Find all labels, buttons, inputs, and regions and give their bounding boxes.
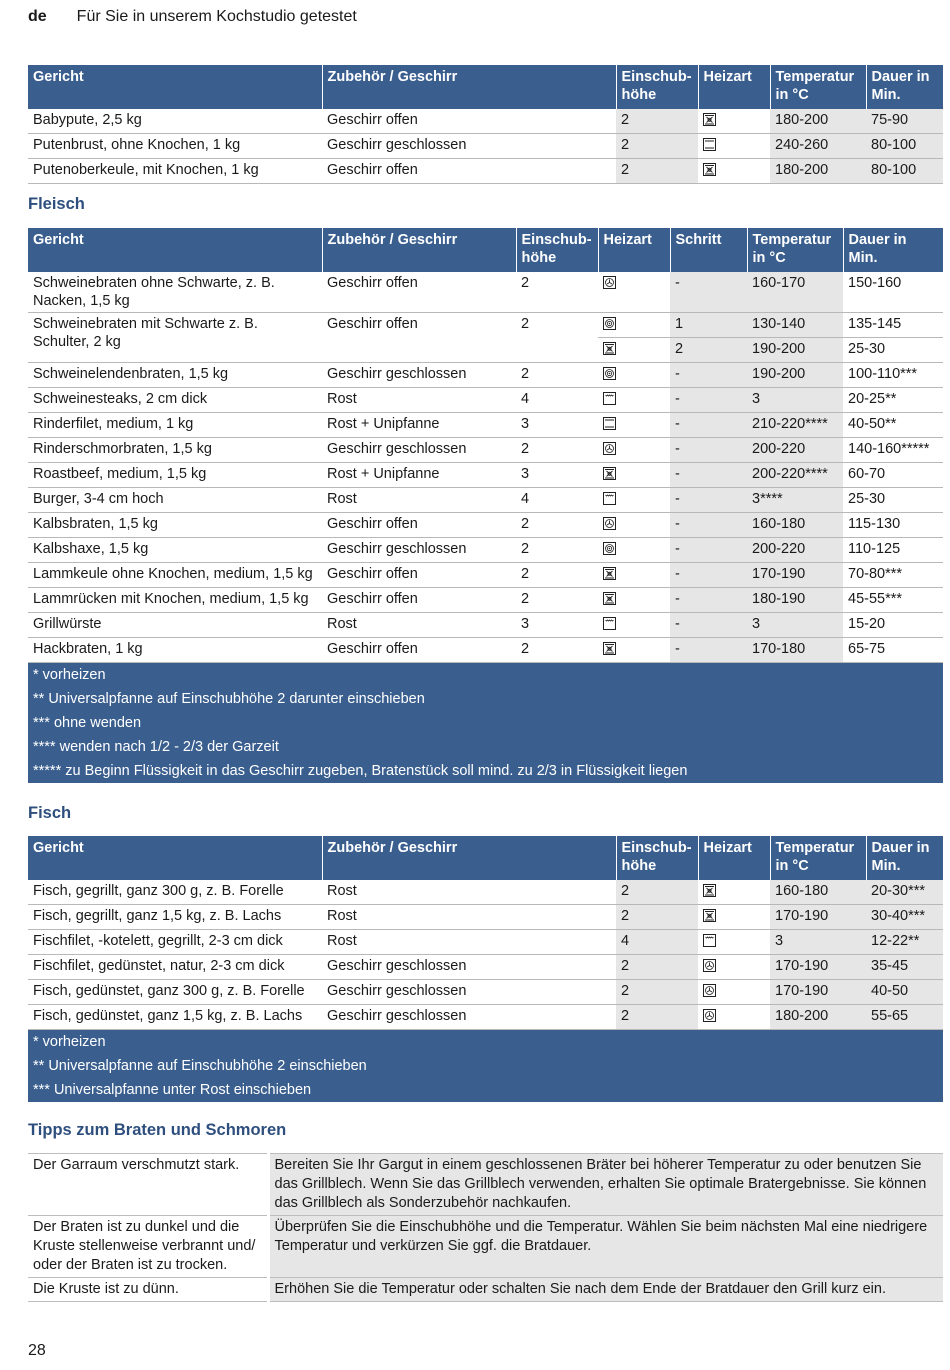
dish-cell: Lammrücken mit Knochen, medium, 1,5 kg: [28, 588, 322, 613]
table-row: [28, 880, 943, 905]
temperature-cell: 170-190: [770, 955, 866, 980]
duration-cell: 40-50**: [843, 413, 943, 438]
shelf-level-cell: 2: [516, 438, 598, 463]
duration-cell: 140-160*****: [843, 438, 943, 463]
grill-large-icon: [703, 934, 716, 947]
accessory-cell: Geschirr offen: [322, 563, 516, 588]
table-row: [28, 488, 943, 513]
accessory-cell: Geschirr offen: [322, 513, 516, 538]
grill-large-icon: [603, 617, 616, 630]
column-header: Temperatur in °C: [770, 65, 866, 109]
heating-mode-cell: [698, 955, 770, 980]
table-row: [28, 109, 943, 134]
step-cell: -: [670, 588, 747, 613]
duration-cell: 55-65: [866, 1005, 943, 1030]
column-header: Heizart: [598, 228, 670, 272]
footnote: ** Universalpfanne auf Einschubhöhe 2 einschieben: [28, 1054, 943, 1078]
dish-cell: Burger, 3-4 cm hoch: [28, 488, 322, 513]
shelf-level-cell: 2: [516, 313, 598, 363]
heating-mode-cell: [698, 159, 770, 184]
heating-mode-cell: [598, 438, 670, 463]
heating-mode-cell: [598, 388, 670, 413]
heating-mode-cell: [598, 363, 670, 388]
table-row: [28, 613, 943, 638]
accessory-cell: Geschirr geschlossen: [322, 438, 516, 463]
shelf-level-cell: 4: [616, 930, 698, 955]
circulating-air-grill-icon: [703, 163, 716, 176]
shelf-level-cell: 4: [516, 488, 598, 513]
shelf-level-cell: 2: [616, 159, 698, 184]
table-row: [28, 363, 943, 388]
step-cell: -: [670, 563, 747, 588]
hot-air-icon: [603, 517, 616, 530]
temperature-cell: 170-190: [747, 563, 843, 588]
temperature-cell: 3: [747, 388, 843, 413]
dish-cell: Kalbsbraten, 1,5 kg: [28, 513, 322, 538]
shelf-level-cell: 2: [516, 563, 598, 588]
section-title-tips: Tipps zum Braten und Schmoren: [28, 1121, 287, 1139]
accessory-cell: Rost: [322, 880, 616, 905]
duration-cell: 12-22**: [866, 930, 943, 955]
temperature-cell: 3: [747, 613, 843, 638]
step-cell: -: [670, 638, 747, 663]
heating-mode-cell: [698, 134, 770, 159]
temperature-cell: 210-220****: [747, 413, 843, 438]
heating-mode-cell: [698, 905, 770, 930]
temperature-cell: 160-170: [747, 272, 843, 313]
temperature-cell: 170-180: [747, 638, 843, 663]
tip-row: [28, 1216, 943, 1278]
temperature-cell: 160-180: [747, 513, 843, 538]
accessory-cell: Geschirr offen: [322, 638, 516, 663]
footnote: *** Universalpfanne unter Rost einschieben: [28, 1078, 943, 1102]
heating-mode-cell: [598, 513, 670, 538]
dish-cell: Babypute, 2,5 kg: [28, 109, 322, 134]
shelf-level-cell: 2: [616, 980, 698, 1005]
duration-cell: 70-80***: [843, 563, 943, 588]
tip-problem: Der Braten ist zu dunkel und die Kruste stellenweise verbrannt und/ oder der Braten ist zu trocken.: [28, 1216, 268, 1278]
step-cell: -: [670, 438, 747, 463]
dish-cell: Roastbeef, medium, 1,5 kg: [28, 463, 322, 488]
dish-cell: Grillwürste: [28, 613, 322, 638]
tips-table: [28, 1153, 943, 1302]
column-header: Einschub-höhe: [616, 65, 698, 109]
accessory-cell: Rost: [322, 905, 616, 930]
top-bottom-heat-icon: [603, 417, 616, 430]
temperature-cell: 200-220****: [747, 463, 843, 488]
table-row: [28, 159, 943, 184]
page-header: [28, 8, 357, 26]
duration-cell: 20-30***: [866, 880, 943, 905]
table-row: [28, 388, 943, 413]
temperature-cell: 190-200: [747, 338, 843, 363]
column-header: Dauer in Min.: [843, 228, 943, 272]
circulating-air-grill-icon: [703, 113, 716, 126]
accessory-cell: Geschirr geschlossen: [322, 1005, 616, 1030]
poultry-table: [28, 65, 943, 184]
column-header: Einschub-höhe: [616, 836, 698, 880]
table-row: [28, 463, 943, 488]
duration-cell: 40-50: [866, 980, 943, 1005]
step-cell: 2: [670, 338, 747, 363]
dish-cell: Fisch, gedünstet, ganz 1,5 kg, z. B. Lachs: [28, 1005, 322, 1030]
tip-problem: Die Kruste ist zu dünn.: [28, 1278, 268, 1302]
heating-mode-cell: [698, 109, 770, 134]
table-row: [28, 905, 943, 930]
accessory-cell: Rost: [322, 388, 516, 413]
duration-cell: 100-110***: [843, 363, 943, 388]
table-row: [28, 134, 943, 159]
accessory-cell: Geschirr offen: [322, 159, 616, 184]
column-header: Dauer in Min.: [866, 836, 943, 880]
shelf-level-cell: 2: [616, 1005, 698, 1030]
step-cell: -: [670, 488, 747, 513]
temperature-cell: 160-180: [770, 880, 866, 905]
hot-air-icon: [703, 1009, 716, 1022]
column-header: Gericht: [28, 228, 322, 272]
shelf-level-cell: 3: [516, 463, 598, 488]
heating-mode-cell: [598, 588, 670, 613]
dish-cell: Rinderschmorbraten, 1,5 kg: [28, 438, 322, 463]
duration-cell: 80-100: [866, 159, 943, 184]
column-header: Schritt: [670, 228, 747, 272]
accessory-cell: Geschirr geschlossen: [322, 363, 516, 388]
duration-cell: 80-100: [866, 134, 943, 159]
shelf-level-cell: 2: [516, 588, 598, 613]
duration-cell: 115-130: [843, 513, 943, 538]
duration-cell: 60-70: [843, 463, 943, 488]
column-header: Zubehör / Geschirr: [322, 65, 616, 109]
table-row: [28, 538, 943, 563]
temperature-cell: 180-190: [747, 588, 843, 613]
accessory-cell: Geschirr geschlossen: [322, 538, 516, 563]
duration-cell: 25-30: [843, 338, 943, 363]
footnote: * vorheizen: [28, 1030, 943, 1055]
temperature-cell: 130-140: [747, 313, 843, 338]
dish-cell: Fisch, gedünstet, ganz 300 g, z. B. Forelle: [28, 980, 322, 1005]
duration-cell: 15-20: [843, 613, 943, 638]
temperature-cell: 170-190: [770, 905, 866, 930]
heating-mode-cell: [598, 488, 670, 513]
temperature-cell: 200-220: [747, 538, 843, 563]
table-row: [28, 955, 943, 980]
footnote: ** Universalpfanne auf Einschubhöhe 2 darunter einschieben: [28, 687, 943, 711]
shelf-level-cell: 2: [516, 272, 598, 313]
accessory-cell: Geschirr offen: [322, 272, 516, 313]
temperature-cell: 200-220: [747, 438, 843, 463]
dish-cell: Kalbshaxe, 1,5 kg: [28, 538, 322, 563]
column-header: Gericht: [28, 65, 322, 109]
column-header: Temperatur in °C: [747, 228, 843, 272]
circulating-air-grill-icon: [603, 342, 616, 355]
temperature-cell: 190-200: [747, 363, 843, 388]
tip-row: [28, 1278, 943, 1302]
duration-cell: 75-90: [866, 109, 943, 134]
temperature-cell: 3: [770, 930, 866, 955]
table-row: [28, 413, 943, 438]
heating-mode-cell: [598, 463, 670, 488]
column-header: Temperatur in °C: [770, 836, 866, 880]
dish-cell: Fischfilet, -kotelett, gegrillt, 2-3 cm dick: [28, 930, 322, 955]
duration-cell: 65-75: [843, 638, 943, 663]
shelf-level-cell: 2: [616, 109, 698, 134]
accessory-cell: Rost: [322, 613, 516, 638]
temperature-cell: 180-200: [770, 109, 866, 134]
circulating-air-grill-icon: [603, 642, 616, 655]
footnote: *** ohne wenden: [28, 711, 943, 735]
shelf-level-cell: 2: [516, 513, 598, 538]
table-row: [28, 513, 943, 538]
step-cell: -: [670, 413, 747, 438]
tip-solution: Erhöhen Sie die Temperatur oder schalten Sie nach dem Ende der Bratdauer den Grill kurz ein.: [268, 1278, 943, 1302]
accessory-cell: Geschirr geschlossen: [322, 955, 616, 980]
step-cell: -: [670, 463, 747, 488]
shelf-level-cell: 2: [616, 955, 698, 980]
dish-cell: Rinderfilet, medium, 1 kg: [28, 413, 322, 438]
table-row: [28, 588, 943, 613]
heating-mode-cell: [598, 638, 670, 663]
heating-mode-cell: [598, 413, 670, 438]
step-cell: -: [670, 613, 747, 638]
duration-cell: 25-30: [843, 488, 943, 513]
column-header: Heizart: [698, 836, 770, 880]
dish-cell: Schweinesteaks, 2 cm dick: [28, 388, 322, 413]
circulating-air-grill-icon: [703, 884, 716, 897]
shelf-level-cell: 3: [516, 413, 598, 438]
dish-cell: Fischfilet, gedünstet, natur, 2-3 cm dick: [28, 955, 322, 980]
step-cell: -: [670, 513, 747, 538]
step-cell: -: [670, 272, 747, 313]
tip-problem: Der Garraum verschmutzt stark.: [28, 1154, 268, 1216]
shelf-level-cell: 2: [616, 880, 698, 905]
hot-air-icon: [603, 442, 616, 455]
accessory-cell: Geschirr offen: [322, 588, 516, 613]
column-header: Zubehör / Geschirr: [322, 228, 516, 272]
duration-cell: 135-145: [843, 313, 943, 338]
circulating-air-grill-icon: [603, 567, 616, 580]
hot-air-eco-icon: [603, 542, 616, 555]
step-cell: -: [670, 538, 747, 563]
tip-solution: Bereiten Sie Ihr Gargut in einem geschlossenen Bräter bei höherer Temperatur zu oder benutzen Sie das Grillblech. Wenn Sie das Grillblech verwenden, erhalten Sie optimale Bratergebnisse. Sie können das Grillblech als Sonderzubehör nachkaufen.: [268, 1154, 943, 1216]
heating-mode-cell: [698, 1005, 770, 1030]
dish-cell: Putenoberkeule, mit Knochen, 1 kg: [28, 159, 322, 184]
shelf-level-cell: 2: [516, 538, 598, 563]
dish-cell: Schweinebraten mit Schwarte z. B. Schulter, 2 kg: [28, 313, 322, 363]
heating-mode-cell: [698, 880, 770, 905]
heating-mode-cell: [598, 272, 670, 313]
table-row: [28, 638, 943, 663]
hot-air-icon: [603, 276, 616, 289]
page-number: 28: [28, 1342, 46, 1359]
dish-cell: Schweinelendenbraten, 1,5 kg: [28, 363, 322, 388]
grill-large-icon: [603, 392, 616, 405]
table-row: [28, 438, 943, 463]
accessory-cell: Geschirr offen: [322, 313, 516, 363]
accessory-cell: Rost: [322, 488, 516, 513]
step-cell: -: [670, 388, 747, 413]
hot-air-icon: [703, 959, 716, 972]
column-header: Einschub-höhe: [516, 228, 598, 272]
section-title-fish: Fisch: [28, 804, 72, 822]
temperature-cell: 3****: [747, 488, 843, 513]
header-title: Für Sie in unserem Kochstudio getestet: [76, 8, 357, 25]
heating-mode-cell: [598, 338, 670, 363]
fish-table: [28, 836, 943, 1102]
shelf-level-cell: 3: [516, 613, 598, 638]
heating-mode-cell: [698, 930, 770, 955]
duration-cell: 150-160: [843, 272, 943, 313]
temperature-cell: 180-200: [770, 1005, 866, 1030]
temperature-cell: 170-190: [770, 980, 866, 1005]
circulating-air-grill-icon: [603, 592, 616, 605]
heating-mode-cell: [598, 563, 670, 588]
column-header: Heizart: [698, 65, 770, 109]
step-cell: 1: [670, 313, 747, 338]
duration-cell: 110-125: [843, 538, 943, 563]
column-header: Dauer in Min.: [866, 65, 943, 109]
hot-air-eco-icon: [603, 317, 616, 330]
table-row: [28, 930, 943, 955]
shelf-level-cell: 4: [516, 388, 598, 413]
circulating-air-grill-icon: [603, 467, 616, 480]
table-row: [28, 272, 943, 313]
table-row: [28, 563, 943, 588]
tip-solution: Überprüfen Sie die Einschubhöhe und die Temperatur. Wählen Sie beim nächsten Mal eine niedrigere Temperatur und verkürzen Sie ggf. die Bratdauer.: [268, 1216, 943, 1278]
dish-cell: Lammkeule ohne Knochen, medium, 1,5 kg: [28, 563, 322, 588]
temperature-cell: 180-200: [770, 159, 866, 184]
accessory-cell: Geschirr geschlossen: [322, 134, 616, 159]
dish-cell: Fisch, gegrillt, ganz 300 g, z. B. Forelle: [28, 880, 322, 905]
accessory-cell: Geschirr geschlossen: [322, 980, 616, 1005]
table-row: [28, 1005, 943, 1030]
temperature-cell: 240-260: [770, 134, 866, 159]
shelf-level-cell: 2: [516, 638, 598, 663]
heating-mode-cell: [598, 313, 670, 338]
meat-table: [28, 228, 943, 783]
dish-cell: Hackbraten, 1 kg: [28, 638, 322, 663]
footnote: ***** zu Beginn Flüssigkeit in das Geschirr zugeben, Bratenstück soll mind. zu 2/3 in Flüssigkeit liegen: [28, 759, 943, 783]
table-row: [28, 313, 943, 338]
accessory-cell: Rost + Unipfanne: [322, 463, 516, 488]
column-header: Zubehör / Geschirr: [322, 836, 616, 880]
accessory-cell: Rost + Unipfanne: [322, 413, 516, 438]
accessory-cell: Rost: [322, 930, 616, 955]
shelf-level-cell: 2: [616, 905, 698, 930]
duration-cell: 35-45: [866, 955, 943, 980]
duration-cell: 30-40***: [866, 905, 943, 930]
dish-cell: Putenbrust, ohne Knochen, 1 kg: [28, 134, 322, 159]
dish-cell: Schweinebraten ohne Schwarte, z. B. Nacken, 1,5 kg: [28, 272, 322, 313]
hot-air-eco-icon: [603, 367, 616, 380]
hot-air-icon: [703, 984, 716, 997]
accessory-cell: Geschirr offen: [322, 109, 616, 134]
top-bottom-heat-icon: [703, 138, 716, 151]
duration-cell: 20-25**: [843, 388, 943, 413]
grill-large-icon: [603, 492, 616, 505]
footnote: * vorheizen: [28, 663, 943, 688]
duration-cell: 45-55***: [843, 588, 943, 613]
heating-mode-cell: [698, 980, 770, 1005]
step-cell: -: [670, 363, 747, 388]
circulating-air-grill-icon: [703, 909, 716, 922]
column-header: Gericht: [28, 836, 322, 880]
dish-cell: Fisch, gegrillt, ganz 1,5 kg, z. B. Lachs: [28, 905, 322, 930]
section-title-meat: Fleisch: [28, 195, 85, 213]
shelf-level-cell: 2: [516, 363, 598, 388]
table-row: [28, 980, 943, 1005]
footnote: **** wenden nach 1/2 - 2/3 der Garzeit: [28, 735, 943, 759]
tip-row: [28, 1154, 943, 1216]
shelf-level-cell: 2: [616, 134, 698, 159]
heating-mode-cell: [598, 538, 670, 563]
language-code: de: [28, 8, 47, 25]
heating-mode-cell: [598, 613, 670, 638]
